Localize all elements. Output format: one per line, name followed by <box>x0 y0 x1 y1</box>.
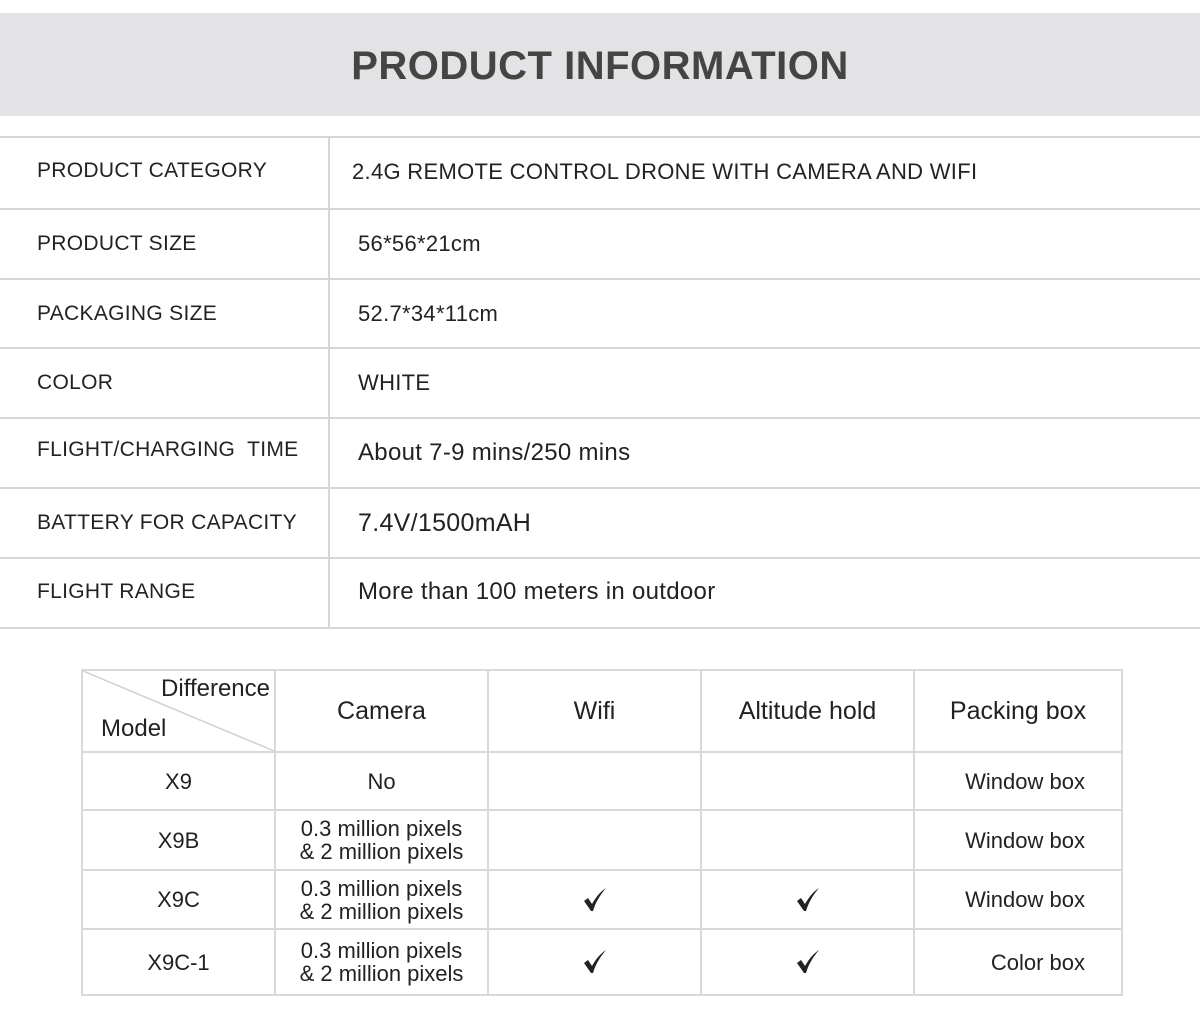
camera-text: & 2 million pixels <box>299 898 464 924</box>
spec-label: COLOR <box>0 349 330 417</box>
header-band <box>0 13 1200 116</box>
checkmark-icon <box>795 887 821 913</box>
spec-row-product-category <box>0 138 1200 210</box>
altitude-hold-cell <box>701 870 914 929</box>
comparison-row <box>82 810 1122 870</box>
camera-text: & 2 million pixels <box>299 839 464 864</box>
spec-row-flight-charging-time <box>0 419 1200 489</box>
camera-text: & 2 million pixels <box>299 961 464 986</box>
column-header-altitude-hold: Altitude hold <box>701 670 914 752</box>
altitude-hold-cell <box>701 810 914 870</box>
spec-value: 7.4V/1500mAH <box>358 508 532 537</box>
corner-label-model: Model <box>101 715 167 742</box>
spec-row-product-size <box>0 210 1200 280</box>
wifi-cell <box>488 870 701 929</box>
altitude-hold-cell <box>701 752 914 810</box>
wifi-cell <box>488 810 701 870</box>
model-comparison-table <box>81 669 1123 996</box>
camera-text: 0.3 million pixels <box>300 875 463 901</box>
altitude-hold-cell <box>701 929 914 995</box>
spec-row-flight-range <box>0 559 1200 629</box>
comparison-header-row <box>82 670 1122 752</box>
camera-text: 0.3 million pixels <box>300 938 463 963</box>
column-header-wifi: Wifi <box>488 670 701 752</box>
comparison-row <box>82 929 1122 995</box>
wifi-cell <box>488 752 701 810</box>
camera-cell <box>275 929 488 995</box>
spec-value: 52.7*34*11cm <box>358 300 499 326</box>
camera-cell <box>275 752 488 810</box>
column-header-camera: Camera <box>275 670 488 752</box>
spec-label: PACKAGING SIZE <box>0 280 330 347</box>
camera-text: 0.3 million pixels <box>300 816 463 841</box>
spec-row-packaging-size <box>0 280 1200 349</box>
spec-label: PRODUCT SIZE <box>0 210 330 278</box>
corner-label-difference: Difference <box>161 675 270 702</box>
comparison-row <box>82 870 1122 929</box>
spec-label: PRODUCT CATEGORY <box>0 138 330 208</box>
spec-value: More than 100 meters in outdoor <box>358 578 716 605</box>
wifi-cell <box>488 929 701 995</box>
packing-box-cell: Color box <box>914 929 1122 995</box>
packing-box-cell: Window box <box>914 870 1122 929</box>
page-title: PRODUCT INFORMATION <box>351 44 849 88</box>
spec-value: WHITE <box>358 370 431 395</box>
model-cell: X9 <box>82 752 275 810</box>
checkmark-icon <box>582 949 608 975</box>
spec-label: FLIGHT/CHARGING TIME <box>0 419 330 487</box>
spec-row-battery-capacity <box>0 489 1200 559</box>
comparison-row <box>82 752 1122 810</box>
spec-label: BATTERY FOR CAPACITY <box>0 489 330 557</box>
packing-box-cell: Window box <box>914 810 1122 870</box>
spec-value: About 7-9 mins/250 mins <box>358 439 631 466</box>
packing-box-cell: Window box <box>914 752 1122 810</box>
model-cell: X9C-1 <box>82 929 275 995</box>
column-header-packing-box: Packing box <box>914 670 1122 752</box>
model-cell: X9C <box>82 870 275 929</box>
camera-cell <box>275 870 488 929</box>
spec-table <box>0 136 1200 629</box>
comparison-body <box>82 752 1122 995</box>
camera-text: No <box>367 768 396 794</box>
corner-header-cell <box>82 670 275 752</box>
checkmark-icon <box>795 949 821 975</box>
model-cell: X9B <box>82 810 275 870</box>
spec-label: FLIGHT RANGE <box>0 559 330 627</box>
spec-value: 56*56*21cm <box>358 231 481 256</box>
checkmark-icon <box>582 887 608 913</box>
spec-row-color <box>0 349 1200 419</box>
camera-cell <box>275 810 488 870</box>
spec-value: 2.4G REMOTE CONTROL DRONE WITH CAMERA AND WIFI <box>352 159 978 184</box>
